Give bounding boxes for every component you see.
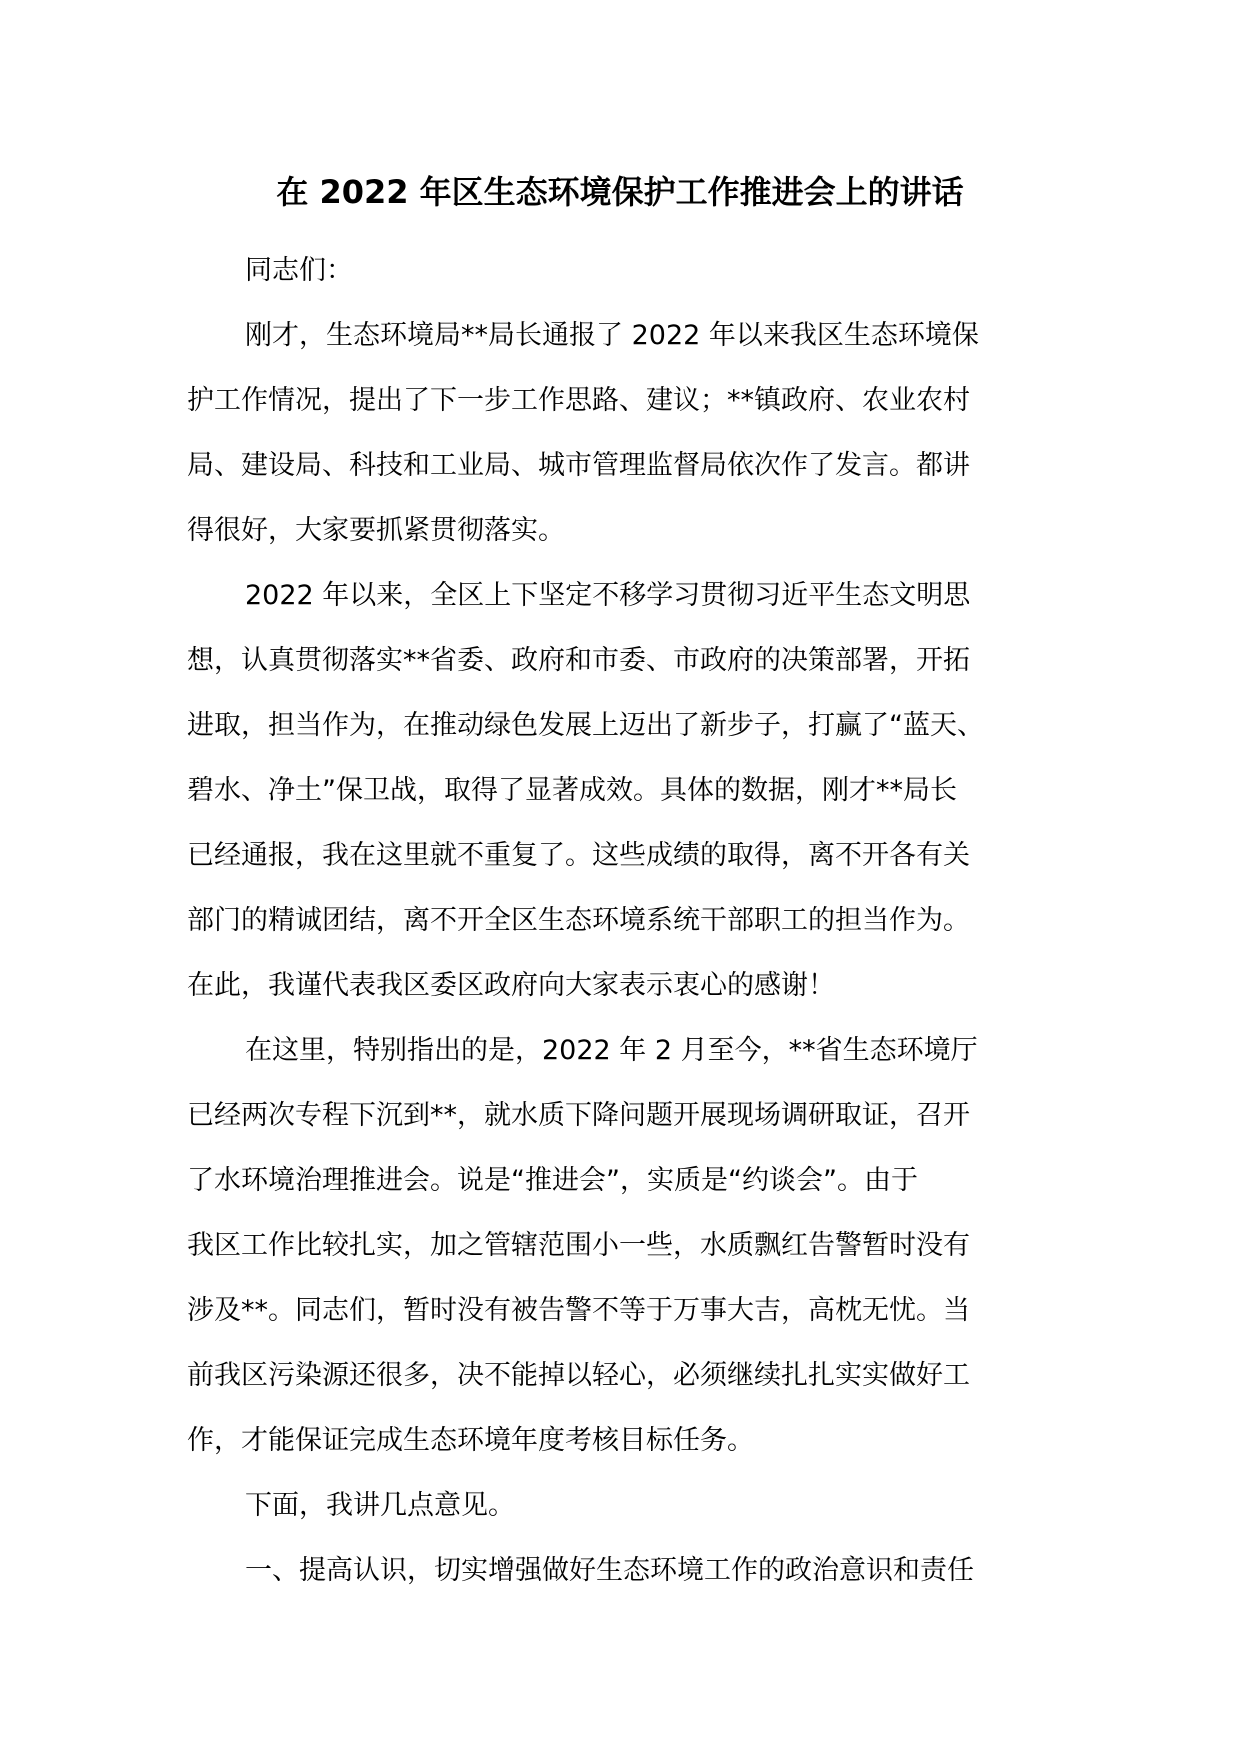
paragraph-line: 想，认真贯彻落实**省委、政府和市委、市政府的决策部署，开拓 <box>187 645 970 676</box>
paragraph-line: 局、建设局、科技和工业局、城市管理监督局依次作了发言。都讲 <box>187 450 970 481</box>
document-title: 在 2022 年区生态环境保护工作推进会上的讲话 <box>276 173 964 211</box>
paragraph-line: 部门的精诚团结，离不开全区生态环境系统干部职工的担当作为。 <box>187 905 970 936</box>
paragraph-line: 碧水、净土”保卫战，取得了显著成效。具体的数据，刚才**局长 <box>187 775 957 806</box>
paragraph-line: 涉及**。同志们，暂时没有被告警不等于万事大吉，高枕无忧。当 <box>187 1295 970 1326</box>
paragraph-line: 进取，担当作为，在推动绿色发展上迈出了新步子，打赢了“蓝天、 <box>187 710 984 741</box>
paragraph-line: 作，才能保证完成生态环境年度考核目标任务。 <box>187 1425 754 1456</box>
paragraph-line: 下面，我讲几点意见。 <box>245 1490 515 1521</box>
document-body <box>187 238 1067 1603</box>
salutation: 同志们： <box>245 255 353 286</box>
paragraph-line: 前我区污染源还很多，决不能掉以轻心，必须继续扎扎实实做好工 <box>187 1360 970 1391</box>
paragraph-line: 得很好，大家要抓紧贯彻落实。 <box>187 515 565 546</box>
paragraph-line: 刚才，生态环境局**局长通报了 2022 年以来我区生态环境保 <box>245 320 979 351</box>
section-heading: 一、提高认识，切实增强做好生态环境工作的政治意识和责任 <box>245 1555 974 1586</box>
paragraph-line: 了水环境治理推进会。说是“推进会”，实质是“约谈会”。由于 <box>187 1165 918 1196</box>
paragraph-line: 已经通报，我在这里就不重复了。这些成绩的取得，离不开各有关 <box>187 840 970 871</box>
paragraph-line: 2022 年以来，全区上下坚定不移学习贯彻习近平生态文明思 <box>245 580 971 611</box>
paragraph-line: 在此，我谨代表我区委区政府向大家表示衷心的感谢！ <box>187 970 835 1001</box>
paragraph-line: 在这里，特别指出的是，2022 年 2 月至今，**省生态环境厅 <box>245 1035 978 1066</box>
paragraph-line: 已经两次专程下沉到**，就水质下降问题开展现场调研取证，召开 <box>187 1100 970 1131</box>
paragraph-line: 我区工作比较扎实，加之管辖范围小一些，水质飘红告警暂时没有 <box>187 1230 970 1261</box>
paragraph-line: 护工作情况，提出了下一步工作思路、建议；**镇政府、农业农村 <box>187 385 970 416</box>
